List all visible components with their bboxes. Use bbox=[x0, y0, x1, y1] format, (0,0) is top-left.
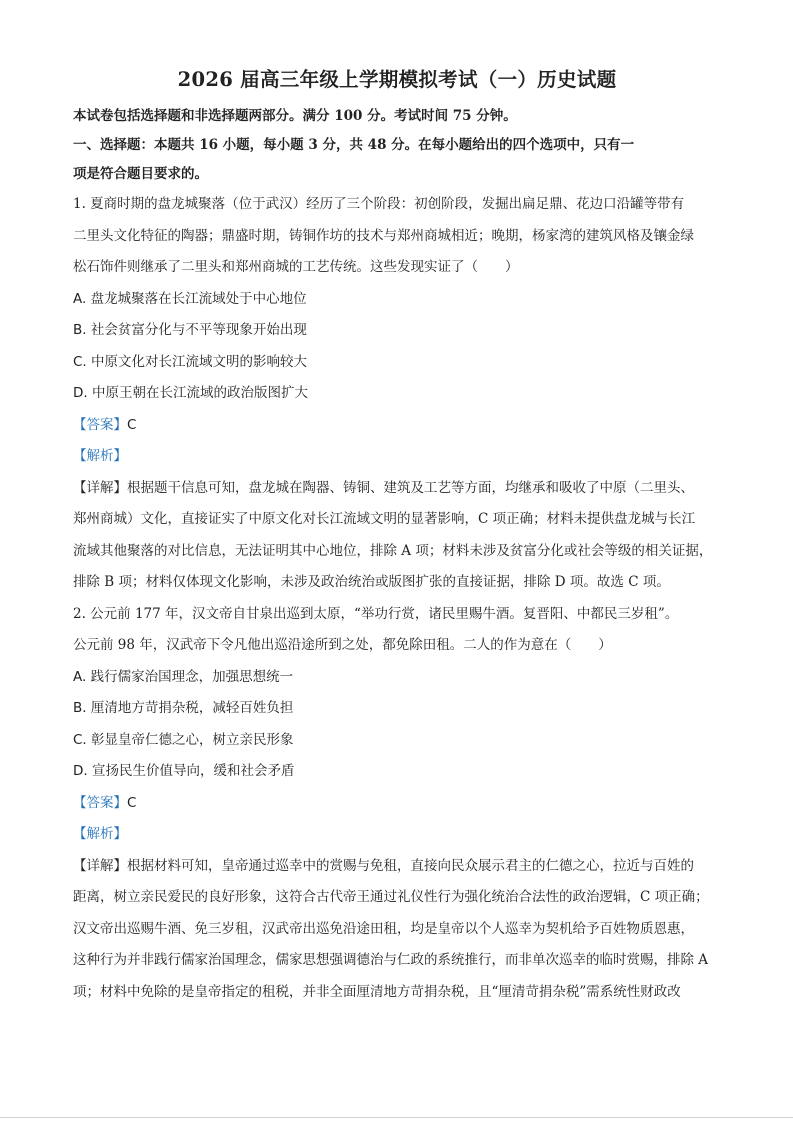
option-d bbox=[73, 378, 721, 410]
option-text: 厘清地方苛捐杂税，减轻百姓负担 bbox=[90, 700, 294, 716]
answer-line bbox=[73, 788, 721, 820]
answer-tag: 【答案】 bbox=[73, 416, 127, 433]
exam-intro: 本试卷包括选择题和非选择题两部分。满分 100 分。考试时间 75 分钟。 bbox=[73, 108, 517, 124]
exam-page bbox=[73, 64, 721, 1008]
option-text: 中原王朝在长江流域的政治版图扩大 bbox=[91, 385, 308, 401]
detail-line: 项；材料中免除的是皇帝指定的租税，并非全面厘清地方苛捐杂税，且“厘清苛捐杂税”需系统性财政改 bbox=[73, 983, 681, 1000]
option-letter: D. bbox=[73, 385, 88, 401]
section-heading-line-2: 项是符合题目要求的。 bbox=[73, 166, 208, 182]
option-text: 彰显皇帝仁德之心，树立亲民形象 bbox=[91, 731, 294, 748]
answer-line bbox=[73, 410, 721, 442]
detail-line: 【详解】根据题干信息可知，盘龙城在陶器、铸铜、建筑及工艺等方面，均继承和吸收了中原（二里头、 bbox=[73, 479, 694, 496]
detail-line: 【详解】根据材料可知，皇帝通过巡幸中的赏赐与免租，直接向民众展示君主的仁德之心，拉近与百姓的 bbox=[73, 857, 694, 874]
option-letter: C. bbox=[73, 353, 87, 370]
question-2 bbox=[73, 599, 721, 1009]
option-text: 践行儒家治国理念，加强思想统一 bbox=[90, 668, 294, 685]
option-b bbox=[73, 315, 721, 347]
page-bottom-rule bbox=[0, 1117, 793, 1118]
answer-value: C bbox=[127, 794, 137, 811]
question-1 bbox=[73, 189, 721, 599]
option-text: 中原文化对长江流域文明的影响较大 bbox=[91, 353, 308, 370]
question-stem-line: 2. 公元前 177 年，汉文帝自甘泉出巡到太原，“举功行赏，诸民里赐牛酒。复晋阳、中都民三岁租”。 bbox=[73, 605, 679, 622]
question-stem-line: 松石饰件则继承了二里头和郑州商城的工艺传统。这些发现实证了（ ） bbox=[73, 259, 519, 275]
option-text: 宣扬民生价值导向，缓和社会矛盾 bbox=[91, 763, 295, 779]
detail-line: 郑州商城）文化，直接证实了中原文化对长江流域文明的显著影响，C 项正确；材料未提供盘龙城与长江 bbox=[73, 511, 696, 527]
option-a bbox=[73, 662, 721, 694]
detail-line: 距离，树立亲民爱民的良好形象，这符合古代帝王通过礼仪性行为强化统治合法性的政治逻辑，C 项正确； bbox=[73, 889, 709, 905]
option-letter: A. bbox=[73, 290, 87, 307]
page-title: 2026 届高三年级上学期模拟考试（一）历史试题 bbox=[177, 68, 617, 91]
option-text: 社会贫富分化与不平等现象开始出现 bbox=[90, 322, 307, 338]
option-c bbox=[73, 725, 721, 757]
option-text: 盘龙城聚落在长江流域处于中心地位 bbox=[90, 290, 307, 307]
analysis-tag: 【解析】 bbox=[73, 826, 127, 842]
question-stem-line: 1. 夏商时期的盘龙城聚落（位于武汉）经历了三个阶段：初创阶段，发掘出扁足鼎、花边口沿罐等带有 bbox=[73, 196, 685, 212]
detail-line: 流域其他聚落的对比信息，无法证明其中心地位，排除 A 项；材料未涉及贫富分化或社会等级的相关证据， bbox=[73, 542, 713, 559]
option-letter: C. bbox=[73, 731, 87, 748]
option-letter: A. bbox=[73, 668, 87, 685]
answer-value: C bbox=[127, 416, 137, 433]
detail-line: 这种行为并非践行儒家治国理念，儒家思想强调德治与仁政的系统推行，而非单次巡幸的临时赏赐，排除 A bbox=[73, 952, 709, 968]
option-b bbox=[73, 693, 721, 725]
option-letter: B. bbox=[73, 322, 87, 338]
section-heading-line-1: 一、选择题：本题共 16 小题，每小题 3 分，共 48 分。在每小题给出的四个选项中，只有一 bbox=[73, 137, 635, 153]
question-stem-line: 公元前 98 年，汉武帝下令凡他出巡沿途所到之处，都免除田租。二人的作为意在（ ） bbox=[73, 637, 612, 653]
question-stem-line: 二里头文化特征的陶器；鼎盛时期，铸铜作坊的技术与郑州商城相近；晚期，杨家湾的建筑风格及镶金绿 bbox=[73, 227, 694, 244]
option-a bbox=[73, 284, 721, 316]
detail-line: 汉文帝出巡赐牛酒、免三岁租，汉武帝出巡免沿途田租，均是皇帝以个人巡幸为契机给予百姓物质恩惠， bbox=[73, 920, 694, 937]
analysis-tag: 【解析】 bbox=[73, 448, 127, 464]
option-letter: D. bbox=[73, 763, 88, 779]
detail-line: 排除 B 项；材料仅体现文化影响，未涉及政治统治或版图扩张的直接证据，排除 D 项。故选 C 项。 bbox=[73, 574, 670, 590]
answer-tag: 【答案】 bbox=[73, 794, 127, 811]
option-d bbox=[73, 756, 721, 788]
option-c bbox=[73, 347, 721, 379]
option-letter: B. bbox=[73, 700, 87, 716]
